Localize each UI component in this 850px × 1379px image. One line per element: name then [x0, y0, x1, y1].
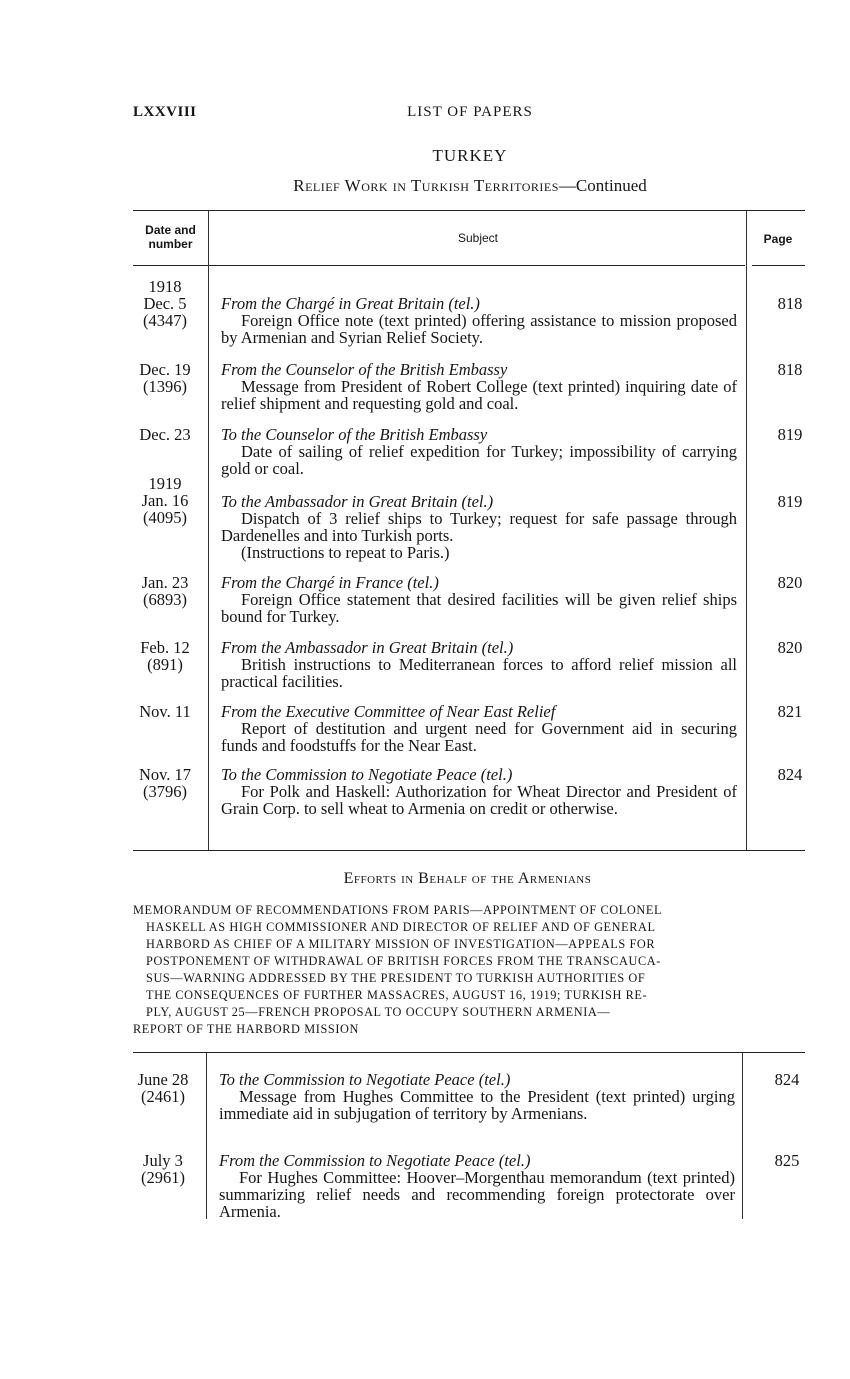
section-title: TURKEY — [432, 146, 508, 165]
entry-page: 819 — [777, 492, 803, 511]
memo-paragraph — [133, 902, 805, 1038]
column-divider-date — [208, 211, 209, 850]
entry-text: Foreign Office note (text printed) offering assistance to mission proposed by Armenian and Syrian Relief Society. — [221, 311, 737, 347]
entry-date: Dec. 23 — [139, 425, 191, 444]
entry-text: For Hughes Committee: Hoover–Morgenthau memorandum (text printed) summarizing relief needs and recommending foreign protectorate over Armenia. — [219, 1168, 735, 1221]
entry-heading: From the Counselor of the British Embassy — [221, 360, 508, 379]
entry-subject — [221, 766, 737, 817]
entry-text-note: (Instructions to repeat to Paris.) — [241, 543, 450, 562]
header-rule-right — [752, 265, 805, 266]
entry-heading: To the Counselor of the British Embassy — [221, 425, 488, 444]
entry-date: 1919 Jan. 16 (4095) — [141, 474, 189, 527]
header-date: Date and number — [145, 223, 196, 251]
table2-divider-page — [742, 1053, 743, 1219]
entry-subject — [221, 639, 737, 690]
entry-page: 821 — [777, 702, 803, 721]
table2-divider-date — [206, 1053, 207, 1219]
table-top-rule — [133, 210, 805, 211]
entry-heading: To the Commission to Negotiate Peace (tel.) — [219, 1070, 511, 1089]
entry-subject — [219, 1152, 735, 1220]
entry-text: Message from President of Robert College (text printed) inquiring date of relief shipment and requesting gold and coal. — [221, 377, 737, 413]
entry-page: 824 — [777, 765, 803, 784]
entry-heading: From the Chargé in Great Britain (tel.) — [221, 294, 480, 313]
memo-line: PLY, AUGUST 25—FRENCH PROPOSAL TO OCCUPY SOUTHERN ARMENIA— — [146, 1005, 611, 1019]
header-subject: Subject — [457, 231, 499, 245]
entry-page: 820 — [777, 638, 803, 657]
entry-text: For Polk and Haskell: Authorization for Wheat Director and President of Grain Corp. to sell wheat to Armenia on credit or otherwise. — [221, 782, 737, 818]
entry-subject — [219, 1071, 735, 1122]
memo-line: REPORT OF THE HARBORD MISSION — [133, 1022, 359, 1036]
entry-subject — [221, 295, 737, 346]
entry-heading: From the Ambassador in Great Britain (tel.) — [221, 638, 514, 657]
entry-heading: From the Executive Committee of Near East Relief — [221, 702, 556, 721]
entry-text: British instructions to Mediterranean forces to afford relief mission all practical facilities. — [221, 655, 737, 691]
entry-text: Date of sailing of relief expedition for Turkey; impossibility of carrying gold or coal. — [221, 442, 737, 478]
entry-date: Nov. 11 — [139, 702, 191, 721]
entry-subject — [221, 703, 737, 754]
memo-line: POSTPONEMENT OF WITHDRAWAL OF BRITISH FORCES FROM THE TRANSCAUCA- — [146, 954, 661, 968]
subtitle-suffix: —Continued — [558, 176, 647, 195]
entry-page: 824 — [774, 1070, 800, 1089]
entry-page: 818 — [777, 360, 803, 379]
entry-heading: From the Commission to Negotiate Peace (tel.) — [219, 1151, 531, 1170]
entry-date: Dec. 19 (1396) — [139, 360, 191, 396]
memo-line: MEMORANDUM OF RECOMMENDATIONS FROM PARIS—APPOINTMENT OF COLONEL — [133, 903, 663, 917]
table2-top-rule — [133, 1052, 805, 1053]
memo-line: SUS—WARNING ADDRESSED BY THE PRESIDENT TO TURKISH AUTHORITIES OF — [146, 971, 646, 985]
entry-subject — [221, 493, 737, 561]
entry-date: Nov. 17 (3796) — [138, 765, 192, 801]
entry-heading: To the Ambassador in Great Britain (tel.) — [221, 492, 494, 511]
entry-date: Feb. 12 (891) — [140, 638, 190, 674]
entry-text: Foreign Office statement that desired facilities will be given relief ships bound for Turkey. — [221, 590, 737, 626]
memo-line: THE CONSEQUENCES OF FURTHER MASSACRES, AUGUST 16, 1919; TURKISH RE- — [146, 988, 648, 1002]
memo-line: HASKELL AS HIGH COMMISSIONER AND DIRECTOR OF RELIEF AND OF GENERAL — [146, 920, 656, 934]
entry-date: July 3 (2961) — [141, 1151, 185, 1187]
subtitle-main: Relief Work in Turkish Territories — [293, 176, 559, 195]
entry-text: Message from Hughes Committee to the President (text printed) urging immediate aid in subjugation of territory by Armenians. — [219, 1087, 735, 1123]
entry-date: 1918 Dec. 5 (4347) — [143, 277, 187, 330]
entry-text: Dispatch of 3 relief ships to Turkey; request for safe passage through Dardenelles and into Turkish ports. — [221, 509, 737, 545]
page-number: LXXVIII — [133, 104, 197, 120]
running-title: LIST OF PAPERS — [407, 104, 533, 120]
column-divider-page — [746, 211, 747, 850]
section2-title: Efforts in Behalf of the Armenians — [343, 870, 592, 887]
entry-subject — [221, 574, 737, 625]
entry-page: 819 — [777, 425, 803, 444]
header-rule-left — [133, 265, 745, 266]
memo-line: HARBORD AS CHIEF OF A MILITARY MISSION OF INVESTIGATION—APPEALS FOR — [146, 937, 656, 951]
entry-date: Jan. 23 (6893) — [141, 573, 189, 609]
entry-subject — [221, 361, 737, 412]
section-subtitle — [0, 176, 850, 196]
entry-heading: To the Commission to Negotiate Peace (tel.) — [221, 765, 513, 784]
entry-page: 818 — [777, 294, 803, 313]
entry-page: 825 — [774, 1151, 800, 1170]
entry-subject — [221, 426, 737, 477]
entry-heading: From the Chargé in France (tel.) — [221, 573, 439, 592]
entry-text: Report of destitution and urgent need for Government aid in securing funds and foodstuffs for the Near East. — [221, 719, 737, 755]
header-page: Page — [763, 232, 793, 246]
table-bottom-rule — [133, 850, 805, 851]
entry-page: 820 — [777, 573, 803, 592]
entry-date: June 28 (2461) — [137, 1070, 189, 1106]
